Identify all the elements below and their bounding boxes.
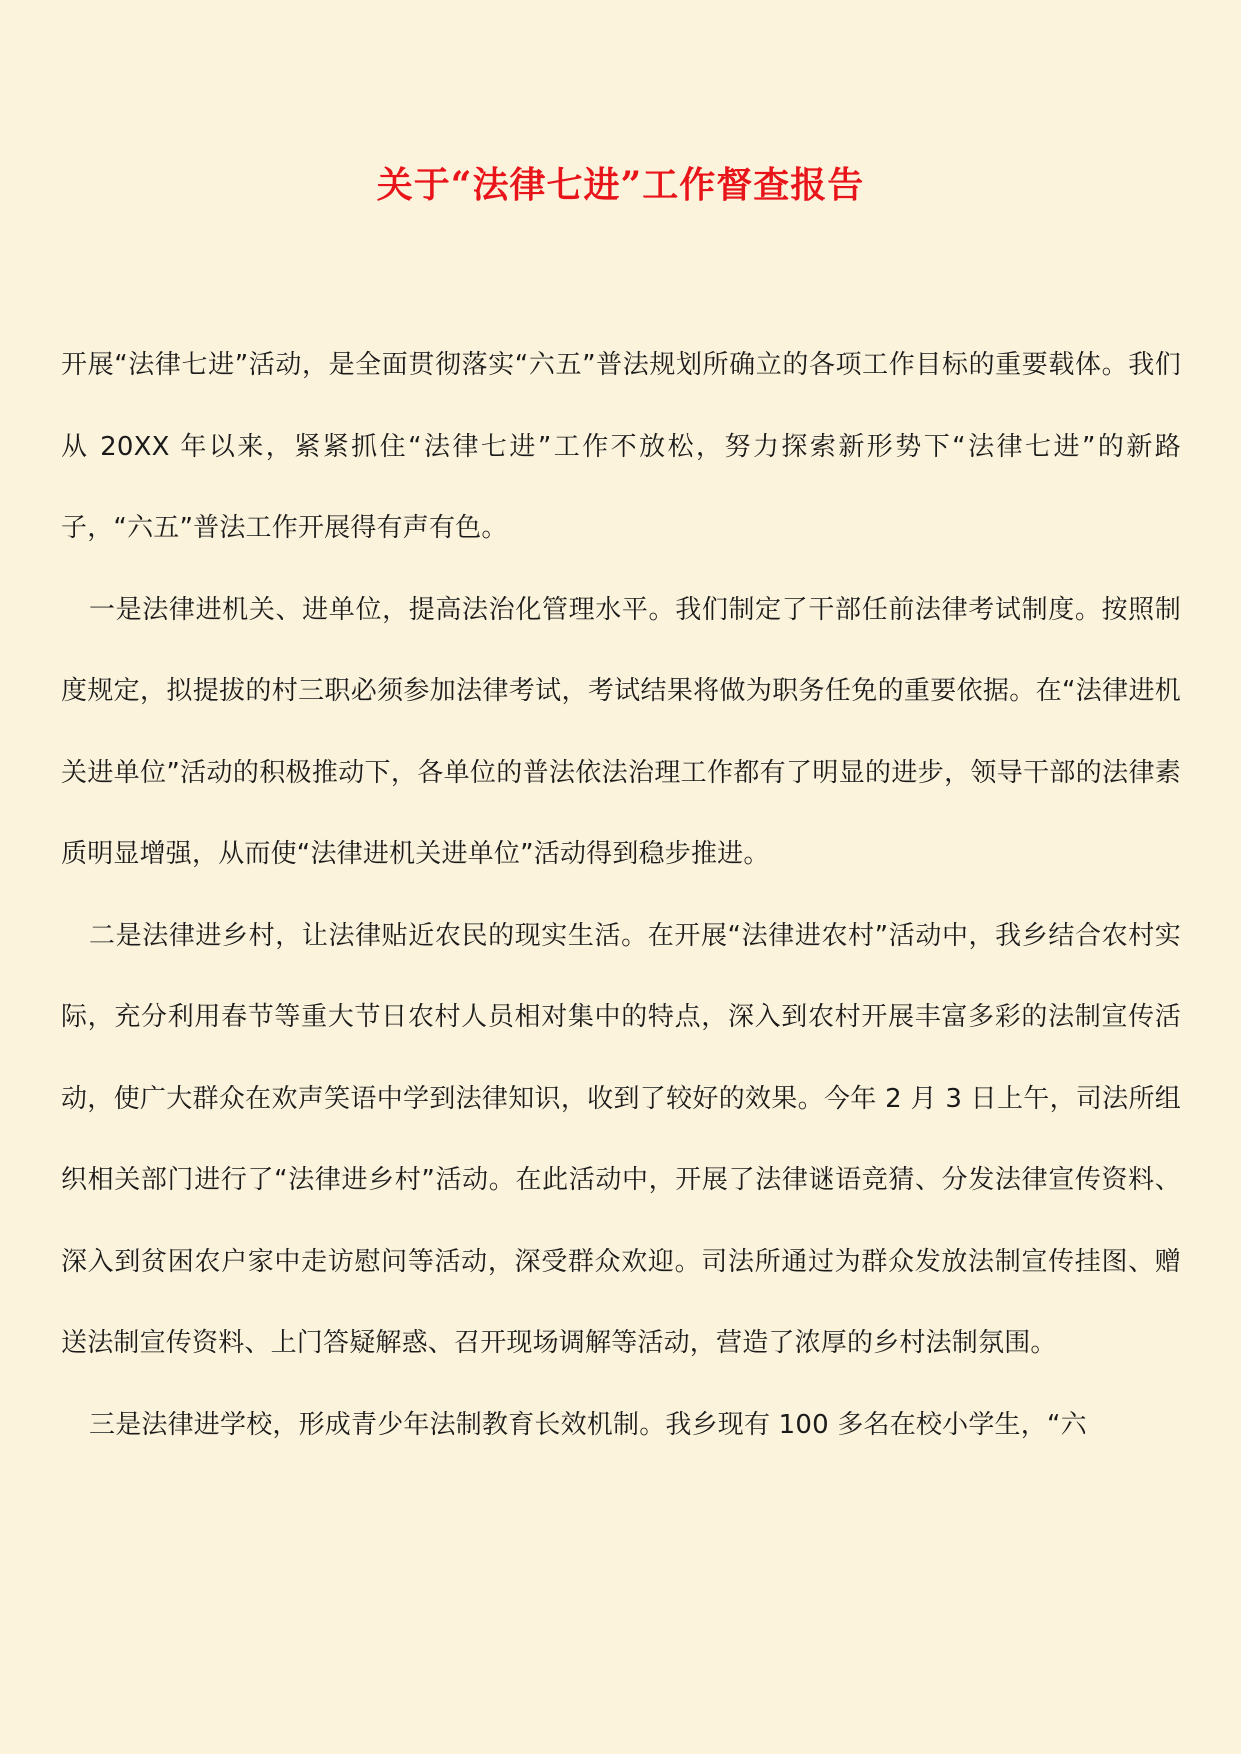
document-body — [61, 325, 1181, 1466]
page-title: 关于“法律七进”工作督查报告 — [376, 164, 865, 206]
paragraph-section-2: 二是法律进乡村，让法律贴近农民的现实生活。在开展“法律进农村”活动中，我乡结合农村实际，充分利用春节等重大节日农村人员相对集中的特点，深入到农村开展丰富多彩的法制宣传活动，使广大群众在欢声笑语中学到法律知识，收到了较好的效果。今年 2 月 3 日上午，司法所组织相关部门进行了“法律进乡村”活动。在此活动中，开展了法律谜语竞猜、分发法律宣传资料、深入到贫困农户家中走访慰问等活动，深受群众欢迎。司法所通过为群众发放法制宣传挂图、赠送法制宣传资料、上门答疑解惑、召开现场调解等活动，营造了浓厚的乡村法制氛围。 — [61, 920, 1181, 1358]
paragraph-section-3: 三是法律进学校，形成青少年法制教育长效机制。我乡现有 100 多名在校小学生，“六 — [89, 1409, 1087, 1440]
paragraph-intro: 开展“法律七进”活动，是全面贯彻落实“六五”普法规划所确立的各项工作目标的重要载体。我们从 20XX 年以来，紧紧抓住“法律七进”工作不放松，努力探索新形势下“法律七进”的新路子，“六五”普法工作开展得有声有色。 — [61, 350, 1181, 543]
paragraph-section-1: 一是法律进机关、进单位，提高法治化管理水平。我们制定了干部任前法律考试制度。按照制度规定，拟提拔的村三职必须参加法律考试，考试结果将做为职务任免的重要依据。在“法律进机关进单位”活动的积极推动下，各单位的普法依法治理工作都有了明显的进步，领导干部的法律素质明显增强，从而使“法律进机关进单位”活动得到稳步推进。 — [61, 594, 1181, 869]
